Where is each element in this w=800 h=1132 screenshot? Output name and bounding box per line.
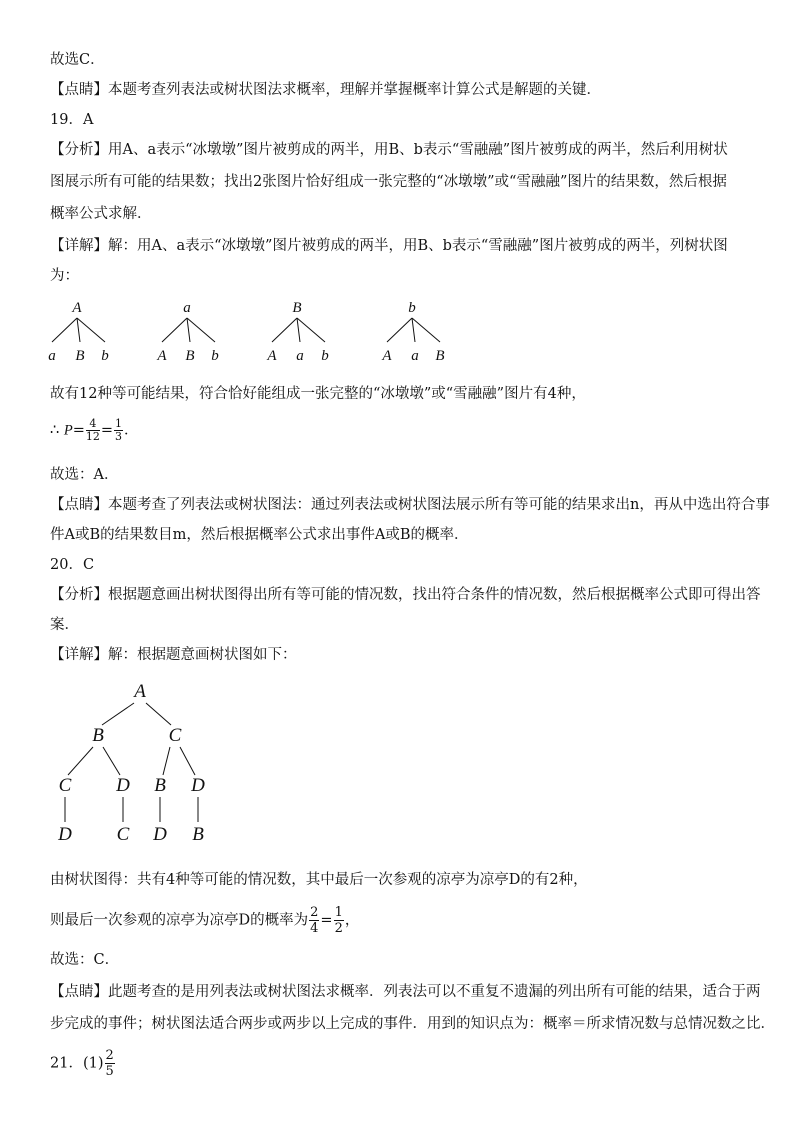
text-line: 故选C． xyxy=(50,52,105,68)
detail-20: 【详解】解：根据题意画树状图如下： xyxy=(50,647,297,663)
tree-branch xyxy=(297,318,325,342)
tree-branch xyxy=(52,318,77,342)
tree-branch xyxy=(387,318,412,342)
tree-branch xyxy=(412,318,440,342)
tree-leaf-node: A xyxy=(267,348,277,364)
result-20-formula: 则最后一次参观的凉亭为凉亭D的概率为 $\frac{2}{4}$ = $\frac{1}{2}$ ， xyxy=(50,905,360,936)
analysis-20: 案． xyxy=(50,617,79,633)
result-19: 故有12种等可能结果，符合恰好能组成一张完整的“冰墩墩”或“雪融融”图片有4种， xyxy=(50,386,586,402)
tree-level2-node: C xyxy=(58,775,72,796)
tree-leaf-node: A xyxy=(157,348,167,364)
tree-branch xyxy=(272,318,297,342)
tree-leaf-node: B xyxy=(185,348,195,364)
tree-level1-node: B xyxy=(92,725,104,746)
tree-root-node: b xyxy=(408,300,416,316)
tree-leaf-node: b xyxy=(101,348,109,364)
analysis-19: 图展示所有可能的结果数；找出2张图片恰好组成一张完整的“冰墩墩”或“雪融融”图片的结果数，然后根据 xyxy=(50,174,727,190)
tree-level3-node: C xyxy=(116,824,130,845)
tree-branch xyxy=(187,318,215,342)
tree-leaf-node: a xyxy=(296,348,304,364)
detail-19: 为： xyxy=(50,268,79,284)
question-21: 21．(1) $\frac{2}{5}$ xyxy=(50,1048,114,1079)
analysis-20: 【分析】根据题意画出树状图得出所有等可能的情况数，找出符合条件的情况数，然后根据概率公式即可得出答 xyxy=(50,587,761,603)
detail-19: 【详解】解：用A、a表示“冰墩墩”图片被剪成的两半，用B、b表示“雪融融”图片被剪成的两半，列树状图 xyxy=(50,238,728,254)
question-20: 20．C xyxy=(50,557,95,573)
text-line: 【点睛】本题考查列表法或树状图法求概率，理解并掌握概率计算公式是解题的关键． xyxy=(50,82,601,98)
tree-root-node: B xyxy=(292,300,302,316)
tree-branch xyxy=(77,318,105,342)
note-20: 步完成的事件；树状图法适合两步或两步以上完成的事件．用到的知识点为：概率＝所求情况数与总情况数之比． xyxy=(50,1016,775,1032)
tree-branch xyxy=(412,318,415,342)
tree-branch xyxy=(187,318,190,342)
tree-level2-node: D xyxy=(116,775,130,796)
tree-branch xyxy=(146,703,171,725)
tree-diagram-19 xyxy=(0,290,800,370)
analysis-19: 概率公式求解． xyxy=(50,206,152,222)
tree-diagram-20 xyxy=(0,675,800,845)
tree-level3-node: D xyxy=(58,824,72,845)
tree-branch xyxy=(162,318,187,342)
tree-leaf-node: B xyxy=(435,348,445,364)
tree-root-node: a xyxy=(183,300,191,316)
tree-branch xyxy=(102,703,134,725)
tree-leaf-node: A xyxy=(382,348,392,364)
tree-level2-node: D xyxy=(191,775,205,796)
tree-level2-node: B xyxy=(154,775,166,796)
tree-branch xyxy=(297,318,300,342)
tree-leaf-node: b xyxy=(211,348,219,364)
tree-level3-node: B xyxy=(192,824,204,845)
tree-branch xyxy=(77,318,80,342)
tree-branch xyxy=(180,747,195,775)
tree-level1-node: C xyxy=(168,725,182,746)
tree-leaf-node: B xyxy=(75,348,85,364)
tree-leaf-node: a xyxy=(48,348,56,364)
tree-branch xyxy=(163,747,170,775)
tree-branch xyxy=(68,747,93,775)
result-19: 故选：A． xyxy=(50,467,119,483)
tree-root-node: A xyxy=(72,300,82,316)
tree-level3-node: D xyxy=(153,824,167,845)
note-19: 【点睛】本题考查了列表法或树状图法：通过列表法或树状图法展示所有等可能的结果求出n，再从中选出符合事 xyxy=(50,497,770,513)
note-20: 【点睛】此题考查的是用列表法或树状图法求概率．列表法可以不重复不遗漏的列出所有可能的结果，适合于两 xyxy=(50,984,761,1000)
tree-root-node: A xyxy=(134,681,146,702)
tree-branch xyxy=(103,747,120,775)
tree-leaf-node: b xyxy=(321,348,329,364)
note-19: 件A或B的结果数目m，然后根据概率公式求出事件A或B的概率． xyxy=(50,527,469,543)
result-20: 故选：C． xyxy=(50,952,120,968)
result-19-formula: ∴ P= $\frac{4}{12}$ = $\frac{1}{3}$ ． xyxy=(50,417,139,443)
question-19: 19．A xyxy=(50,112,94,128)
result-20: 由树状图得：共有4种等可能的情况数，其中最后一次参观的凉亭为凉亭D的有2种， xyxy=(50,872,588,888)
analysis-19: 【分析】用A、a表示“冰墩墩”图片被剪成的两半，用B、b表示“雪融融”图片被剪成的两半，然后利用树状 xyxy=(50,142,728,158)
tree-leaf-node: a xyxy=(411,348,419,364)
